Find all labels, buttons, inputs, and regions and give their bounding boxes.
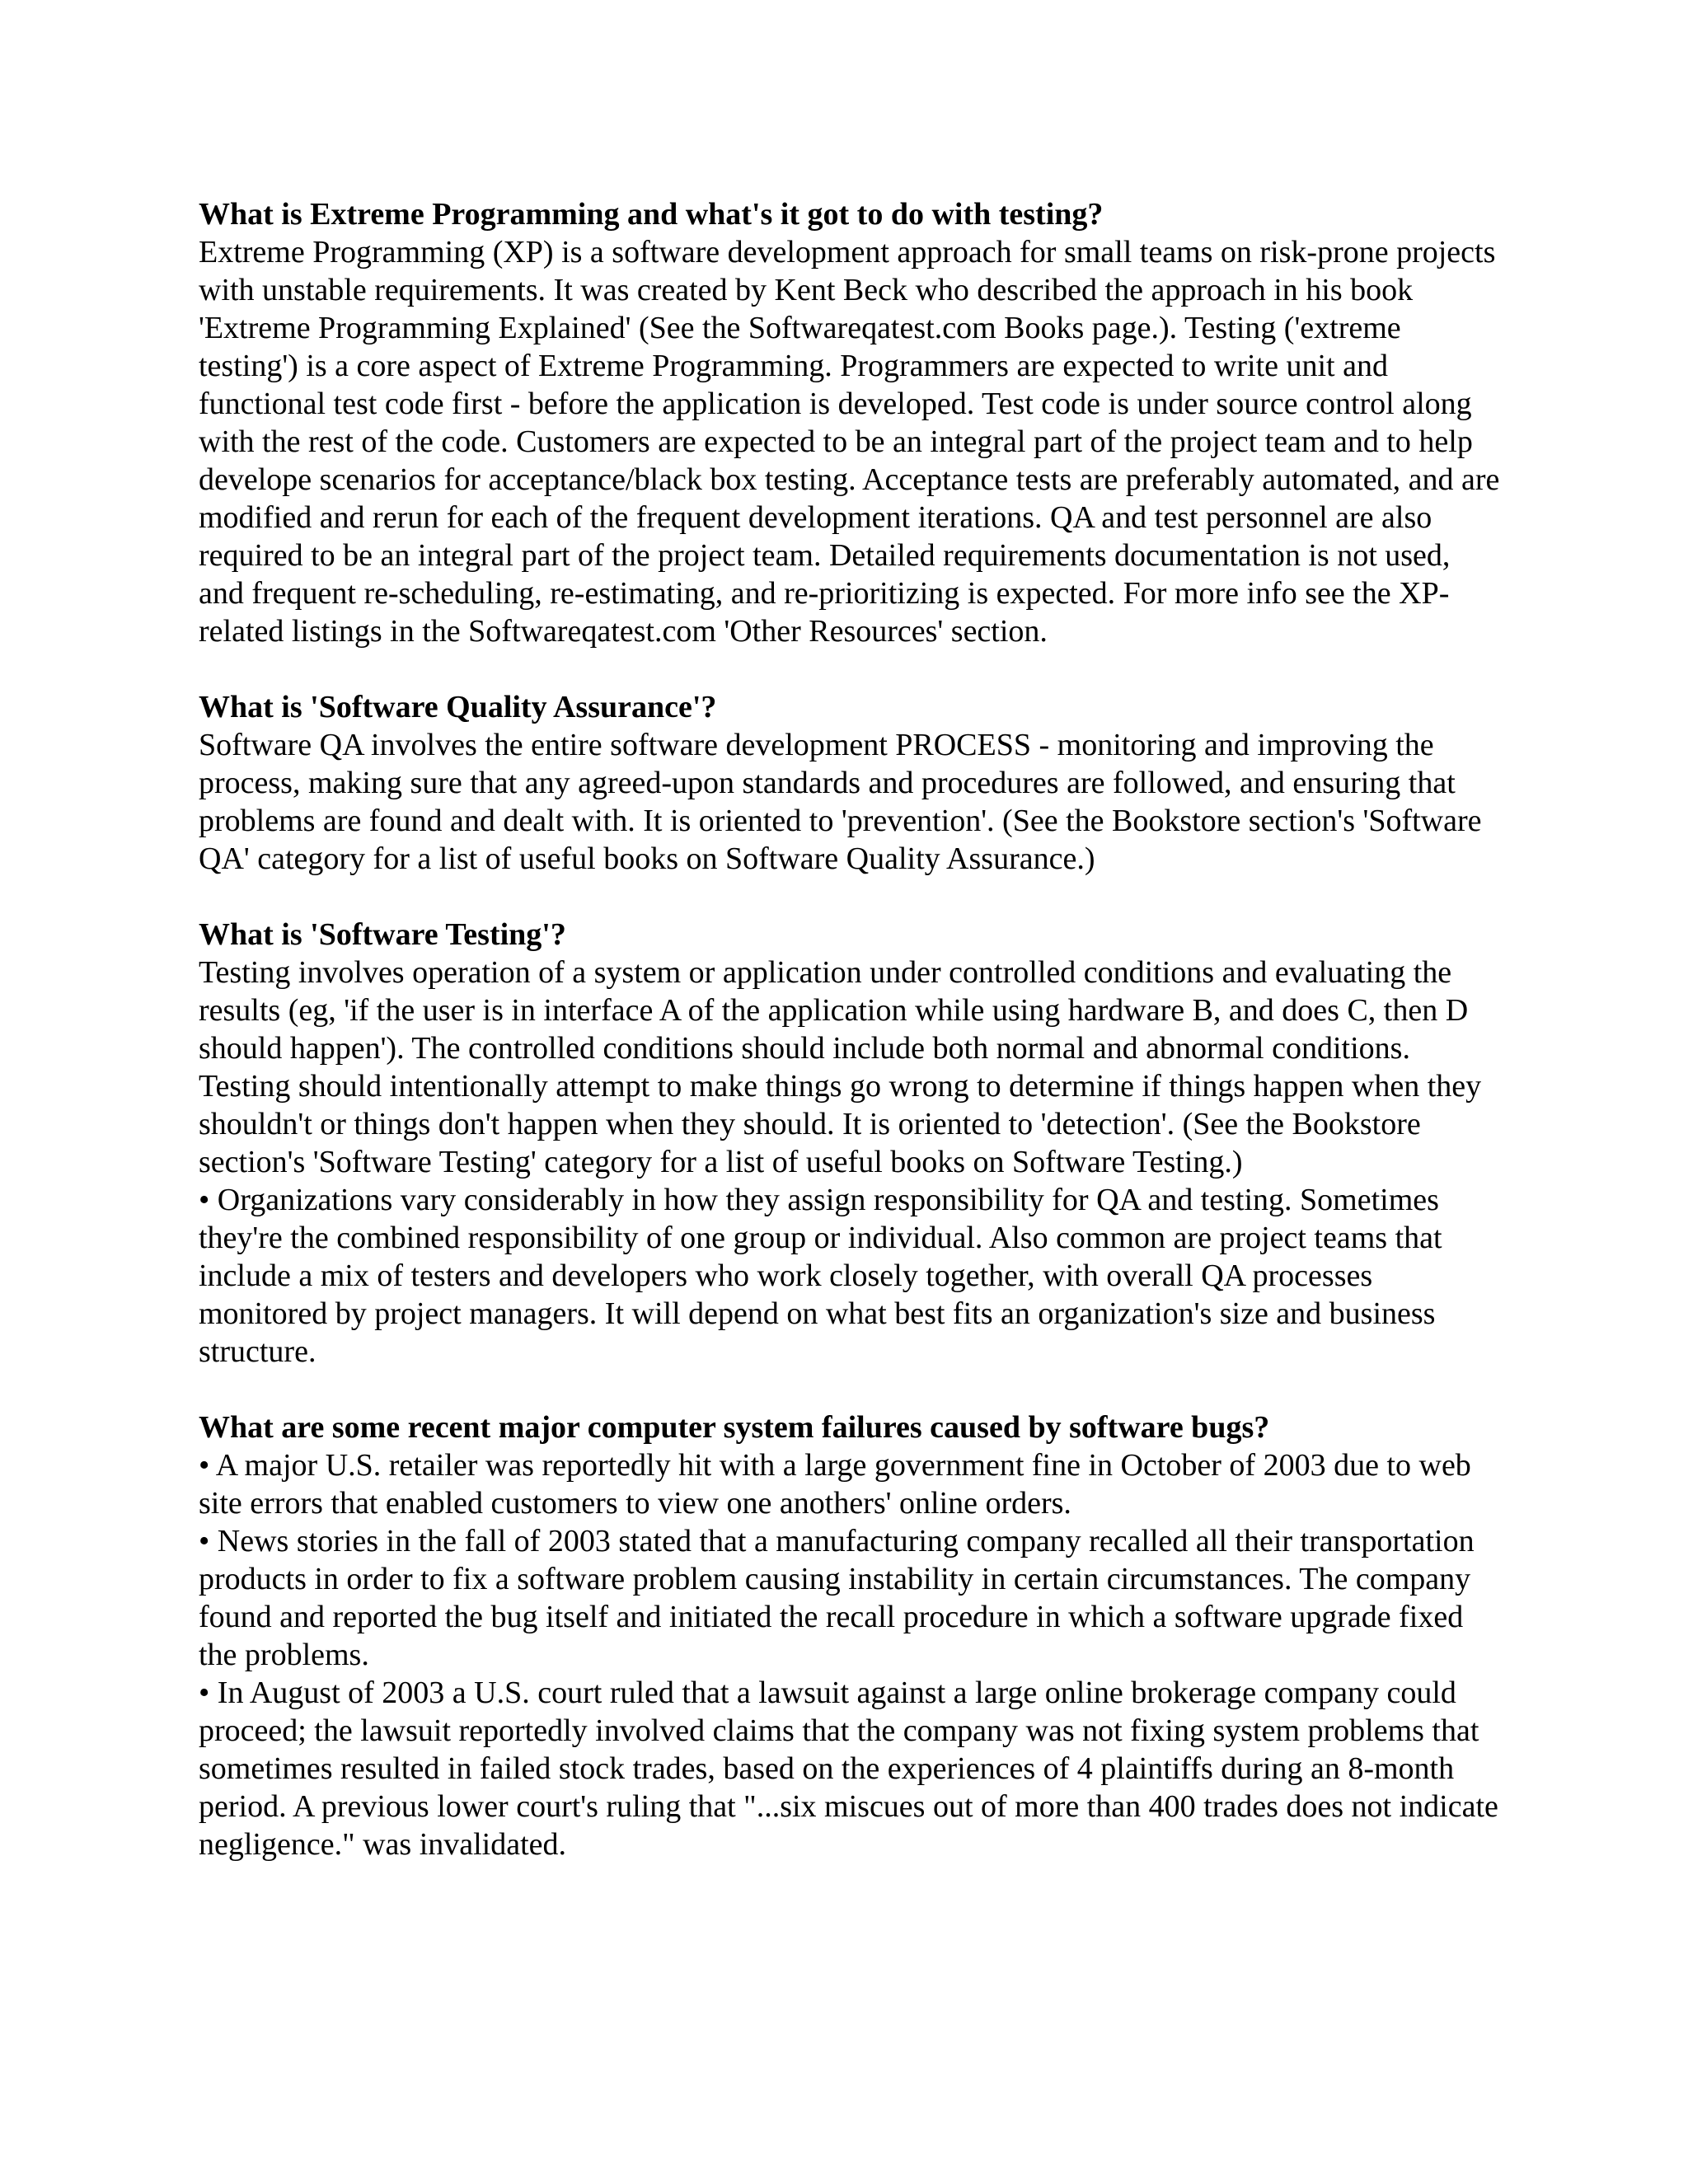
section-software-qa: [199, 688, 1501, 878]
bullet-item: • Organizations vary considerably in how they assign responsibility for QA and testing. Sometimes they're the combined responsibility of one group or individual. Also common are project teams that include a mix of testers and developers who work closely together, with overall QA processes monitored by project managers. It will depend on what best fits an organization's size and business structure.: [199, 1183, 1442, 1369]
section-body: Software QA involves the entire software development PROCESS - monitoring and improving the process, making sure that any agreed-upon standards and procedures are followed, and ensuring that problems are found and dealt with. It is oriented to 'prevention'. (See the Bookstore section's 'Software QA' category for a list of useful books on Software Quality Assurance.): [199, 728, 1482, 876]
bullet-item: • News stories in the fall of 2003 stated that a manufacturing company recalled all their transportation products in order to fix a software problem causing instability in certain circumstances. The company found and reported the bug itself and initiated the recall procedure in which a software upgrade fixed the problems.: [199, 1524, 1475, 1672]
section-heading: What are some recent major computer system failures caused by software bugs?: [199, 1410, 1270, 1445]
document-page: [199, 195, 1501, 1901]
section-heading: What is 'Software Testing'?: [199, 917, 566, 952]
section-software-testing: [199, 916, 1501, 1371]
bullet-item: • In August of 2003 a U.S. court ruled that a lawsuit against a large online brokerage company could proceed; the lawsuit reportedly involved claims that the company was not fixing system problems that sometimes resulted in failed stock trades, based on the experiences of 4 plaintiffs during an 8-month period. A previous lower court's ruling that "...six miscues out of more than 400 trades does not indicate negligence." was invalidated.: [199, 1675, 1498, 1862]
bullet-item: • A major U.S. retailer was reportedly hit with a large government fine in October of 2003 due to web site errors that enabled customers to view one anothers' online orders.: [199, 1448, 1471, 1521]
section-heading: What is 'Software Quality Assurance'?: [199, 690, 717, 724]
section-body: Extreme Programming (XP) is a software development approach for small teams on risk-prone projects with unstable requirements. It was created by Kent Beck who described the approach in his book 'Extreme Programming Explained' (See the Softwareqatest.com Books page.). Testing ('extreme testing') is a core aspect of Extreme Programming. Programmers are expected to write unit and functional test code first - before the application is developed. Test code is under source control along with the rest of the code. Customers are expected to be an integral part of the project team and to help develope scenarios for acceptance/black box testing. Acceptance tests are preferably automated, and are modified and rerun for each of the frequent development iterations. QA and test personnel are also required to be an integral part of the project team. Detailed requirements documentation is not used, and frequent re-scheduling, re-estimating, and re-prioritizing is expected. For more info see the XP-related listings in the Softwareqatest.com 'Other Resources' section.: [199, 235, 1500, 649]
section-heading: What is Extreme Programming and what's it got to do with testing?: [199, 197, 1104, 232]
section-body: Testing involves operation of a system or application under controlled conditions and evaluating the results (eg, 'if the user is in interface A of the application while using hardware B, and does C, then D should happen'). The controlled conditions should include both normal and abnormal conditions. Testing should intentionally attempt to make things go wrong to determine if things happen when they shouldn't or things don't happen when they should. It is oriented to 'detection'. (See the Bookstore section's 'Software Testing' category for a list of useful books on Software Testing.): [199, 955, 1482, 1179]
section-extreme-programming: [199, 195, 1501, 650]
section-system-failures: [199, 1408, 1501, 1863]
